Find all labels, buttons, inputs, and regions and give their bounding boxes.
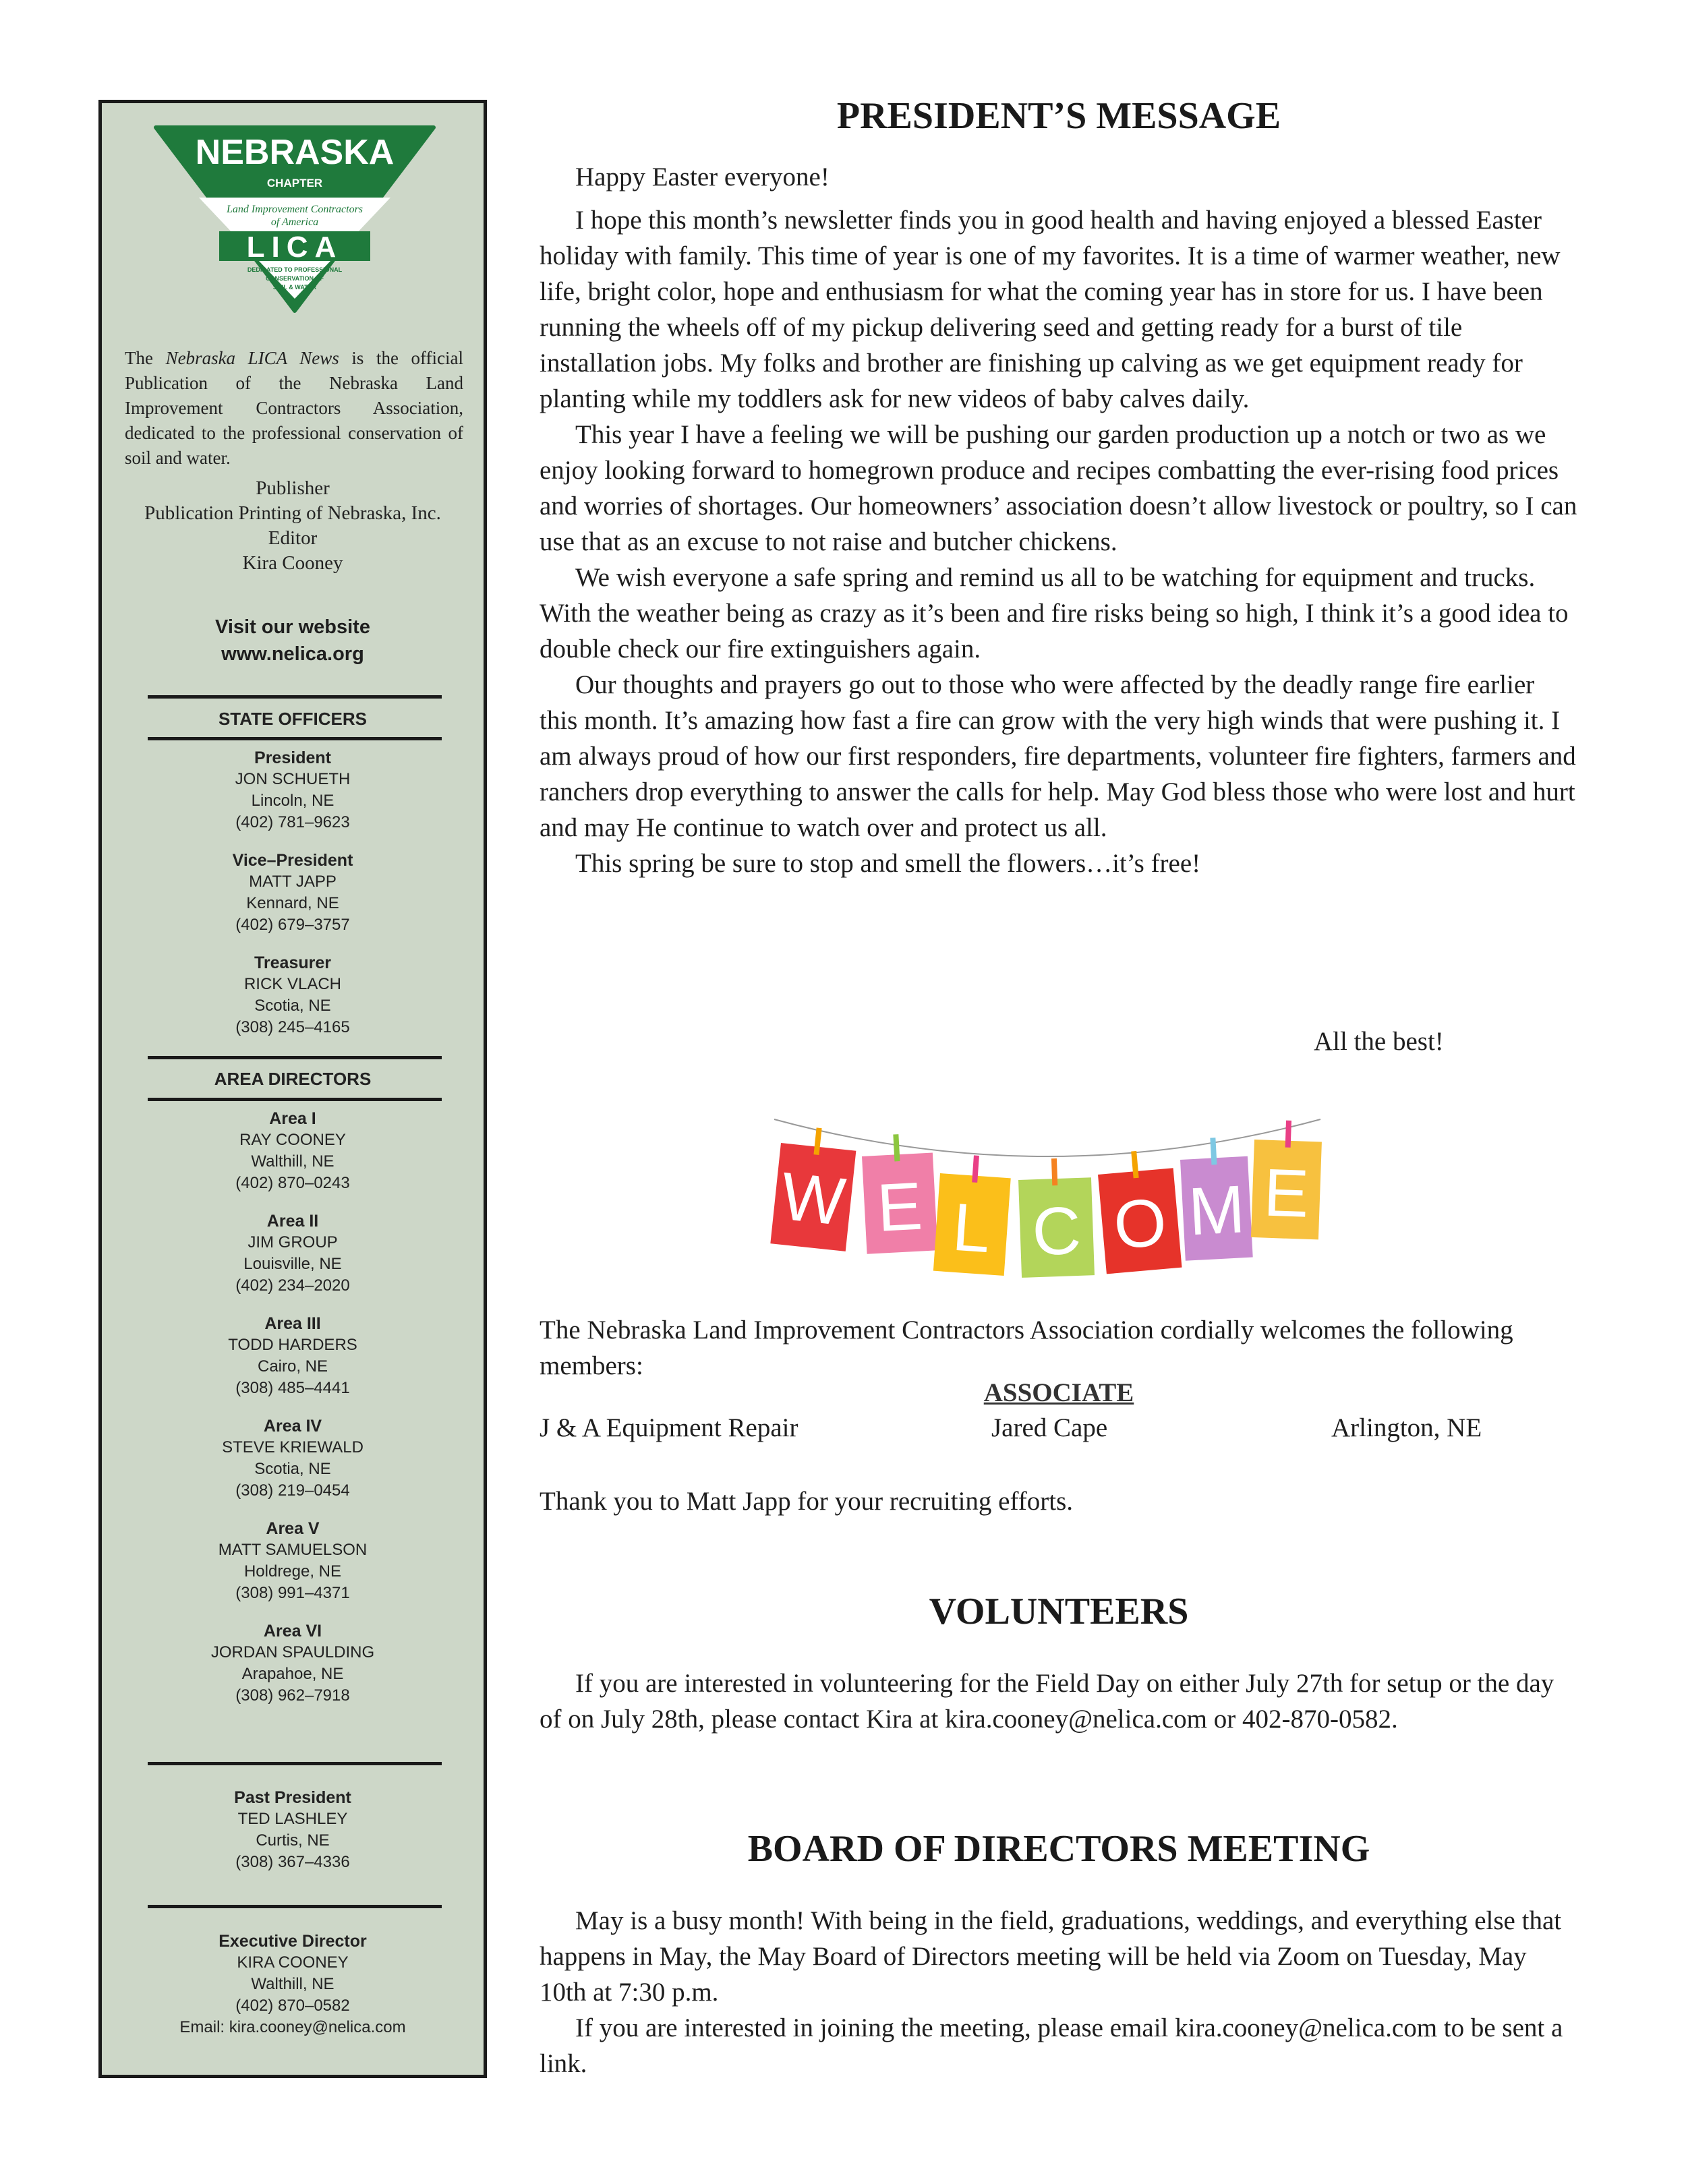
volunteers-text: If you are interested in volunteering for the Field Day on either July 27th for setup or the day of on July 28th, please contact Kira at kira.cooney@nelica.com or 402-870-0582. bbox=[540, 1669, 1554, 1734]
officer-treasurer: Treasurer RICK VLACH Scotia, NE (308) 245–4165 bbox=[235, 953, 350, 1036]
publication-statement: The Nebraska LICA News is the official Publication of the Nebraska Land Improvement Contractors Association, dedicated to the professional conservation of soil and water. bbox=[125, 348, 463, 468]
board-paragraph-1: May is a busy month! With being in the field, graduations, weddings, and everything else that happens in May, the May Board of Directors meeting will be held via Zoom on Tuesday, May 10th at 7:30 p.m. bbox=[540, 1906, 1562, 2007]
clothespin-icon bbox=[1285, 1121, 1291, 1148]
welcome-banner-illustration bbox=[767, 1092, 1327, 1295]
logo-org-line2: of America bbox=[270, 216, 319, 228]
welcome-letter-e: E bbox=[875, 1168, 925, 1246]
welcome-card-3 bbox=[933, 1153, 1012, 1276]
logo-org-line1: Land Improvement Contractors bbox=[226, 204, 364, 215]
recruiting-thanks: Thank you to Matt Japp for your recruiting efforts. bbox=[540, 1487, 1074, 1516]
executive-director-email[interactable]: Email: kira.cooney@nelica.com bbox=[179, 2018, 406, 2036]
website-block bbox=[102, 614, 484, 668]
publisher-label: Publisher bbox=[256, 477, 330, 499]
area-director-6: Area VI JORDAN SPAULDING Arapahoe, NE (308) 962–7918 bbox=[210, 1622, 375, 1705]
website-label: Visit our website bbox=[215, 616, 370, 638]
publisher-name: Publication Printing of Nebraska, Inc. bbox=[144, 502, 441, 524]
website-link[interactable]: www.nelica.org bbox=[221, 643, 364, 665]
welcome-letter-c: C bbox=[1030, 1192, 1082, 1270]
message-paragraph-1: I hope this month’s newsletter finds you in good health and having enjoyed a blessed Easter holiday with family. This time of year is one of my favorites. It is a time of warmer weather, new life, bright color, hope and enthusiasm for what the coming year has in store for us. I have been running the wheels off of my pickup delivering seed and getting ready for a burst of tile installation jobs. My folks and brother are finishing up calving as we get equipment ready for planting while my toddlers ask for new videos of baby calves daily. bbox=[540, 206, 1561, 413]
divider bbox=[148, 1098, 442, 1101]
member-city: Arlington, NE bbox=[1331, 1413, 1482, 1442]
state-officers-heading: STATE OFFICERS bbox=[218, 709, 368, 729]
masthead-sidebar bbox=[98, 100, 487, 2078]
bunting-string bbox=[774, 1119, 1320, 1156]
message-paragraph-5: This spring be sure to stop and smell the flowers…it’s free! bbox=[575, 849, 1201, 878]
signoff: All the best! bbox=[1314, 1027, 1444, 1056]
divider bbox=[148, 695, 442, 699]
volunteers-heading: VOLUNTEERS bbox=[929, 1591, 1189, 1632]
divider bbox=[148, 1905, 442, 1908]
nebraska-lica-logo bbox=[152, 122, 438, 315]
welcome-card-6 bbox=[1179, 1136, 1252, 1261]
message-paragraph-2: This year I have a feeling we will be pushing our garden production up a notch or two as we enjoy looking forward to homegrown produce and recipes combatting the ever-rising food prices and worries of shortages. Our homeowners’ association doesn’t allow livestock or poultry, so I can use that as an excuse to not raise and butcher chickens. bbox=[540, 420, 1577, 556]
welcome-card-2 bbox=[861, 1133, 937, 1254]
logo-title: NEBRASKA bbox=[195, 133, 395, 172]
presidents-message-body bbox=[540, 202, 1578, 881]
welcome-letter-l: L bbox=[950, 1189, 993, 1268]
officer-president: President JON SCHUETH Lincoln, NE (402) 781–9623 bbox=[235, 748, 351, 831]
welcome-card-7 bbox=[1251, 1119, 1322, 1239]
welcome-letter-m: M bbox=[1186, 1171, 1247, 1250]
message-paragraph-3: We wish everyone a safe spring and remind us all to be watching for equipment and trucks. With the weather being as crazy as it’s been and fire risks being so high, I think it’s a good idea to double check our fire extinguishers again. bbox=[540, 563, 1569, 663]
area-director-2: Area II JIM GROUP Louisville, NE (402) 234–2020 bbox=[235, 1212, 350, 1295]
welcome-letter-e2: E bbox=[1262, 1154, 1310, 1232]
welcome-card-4 bbox=[1018, 1157, 1095, 1278]
divider bbox=[148, 737, 442, 740]
message-paragraph-4: Our thoughts and prayers go out to those who were affected by the deadly range fire earlier this month. It’s amazing how fast a fire can grow with the very high winds that were pushing it. I am always proud of how our first responders, fire departments, volunteer fire fighters, farmers and ranchers drop everything to answer the calls for help. May God bless those who were lost and hurt and may He continue to watch over and protect us all. bbox=[540, 670, 1576, 842]
logo-acronym: LICA bbox=[246, 231, 343, 264]
divider bbox=[148, 1056, 442, 1059]
clothespin-icon bbox=[1051, 1158, 1057, 1185]
welcome-card-5 bbox=[1096, 1148, 1182, 1274]
area-director-4: Area IV STEVE KRIEWALD Scotia, NE (308) 219–0454 bbox=[222, 1417, 364, 1500]
member-contact: Jared Cape bbox=[991, 1413, 1108, 1442]
past-president: Past President TED LASHLEY Curtis, NE (308) 367–4336 bbox=[234, 1788, 351, 1871]
board-meeting-heading: BOARD OF DIRECTORS MEETING bbox=[747, 1828, 1370, 1870]
welcome-intro: The Nebraska Land Improvement Contractors Association cordially welcomes the following members: bbox=[540, 1316, 1513, 1380]
divider bbox=[148, 1762, 442, 1765]
publication-title: Nebraska LICA News bbox=[165, 348, 339, 368]
greeting: Happy Easter everyone! bbox=[575, 163, 830, 191]
publisher-block bbox=[102, 476, 484, 576]
executive-director: Executive Director KIRA COONEY Walthill, NE (402) 870–0582 Email: kira.cooney@nelica.com bbox=[102, 1930, 484, 2038]
area-director-5: Area V MATT SAMUELSON Holdrege, NE (308) 991–4371 bbox=[218, 1519, 368, 1602]
logo-tagline-3: SOIL & WATER bbox=[272, 284, 317, 291]
associate-heading: ASSOCIATE bbox=[983, 1378, 1134, 1407]
editor-label: Editor bbox=[268, 527, 318, 549]
welcome-card-1 bbox=[770, 1124, 858, 1251]
welcome-letter-w: W bbox=[777, 1158, 849, 1241]
logo-chapter: CHAPTER bbox=[266, 177, 323, 189]
area-director-3: Area III TODD HARDERS Cairo, NE (308) 485–4441 bbox=[228, 1314, 357, 1397]
member-company: J & A Equipment Repair bbox=[540, 1413, 798, 1442]
logo-tagline-2: CONSERVATION OF bbox=[265, 275, 324, 282]
officer-vice-president: Vice–President MATT JAPP Kennard, NE (402) 679–3757 bbox=[232, 851, 353, 934]
board-paragraph-2: If you are interested in joining the meeting, please email kira.cooney@nelica.com to be sent a link. bbox=[540, 2013, 1563, 2078]
editor-name: Kira Cooney bbox=[242, 552, 343, 574]
welcome-letter-o: O bbox=[1110, 1183, 1170, 1264]
area-directors-heading: AREA DIRECTORS bbox=[214, 1069, 372, 1089]
area-director-1: Area I RAY COONEY Walthill, NE (402) 870–0243 bbox=[235, 1109, 350, 1192]
logo-tagline-1: DEDICATED TO PROFESSIONAL bbox=[247, 266, 343, 273]
presidents-message-heading: PRESIDENT’S MESSAGE bbox=[836, 95, 1281, 137]
board-meeting-body bbox=[540, 1903, 1578, 2082]
